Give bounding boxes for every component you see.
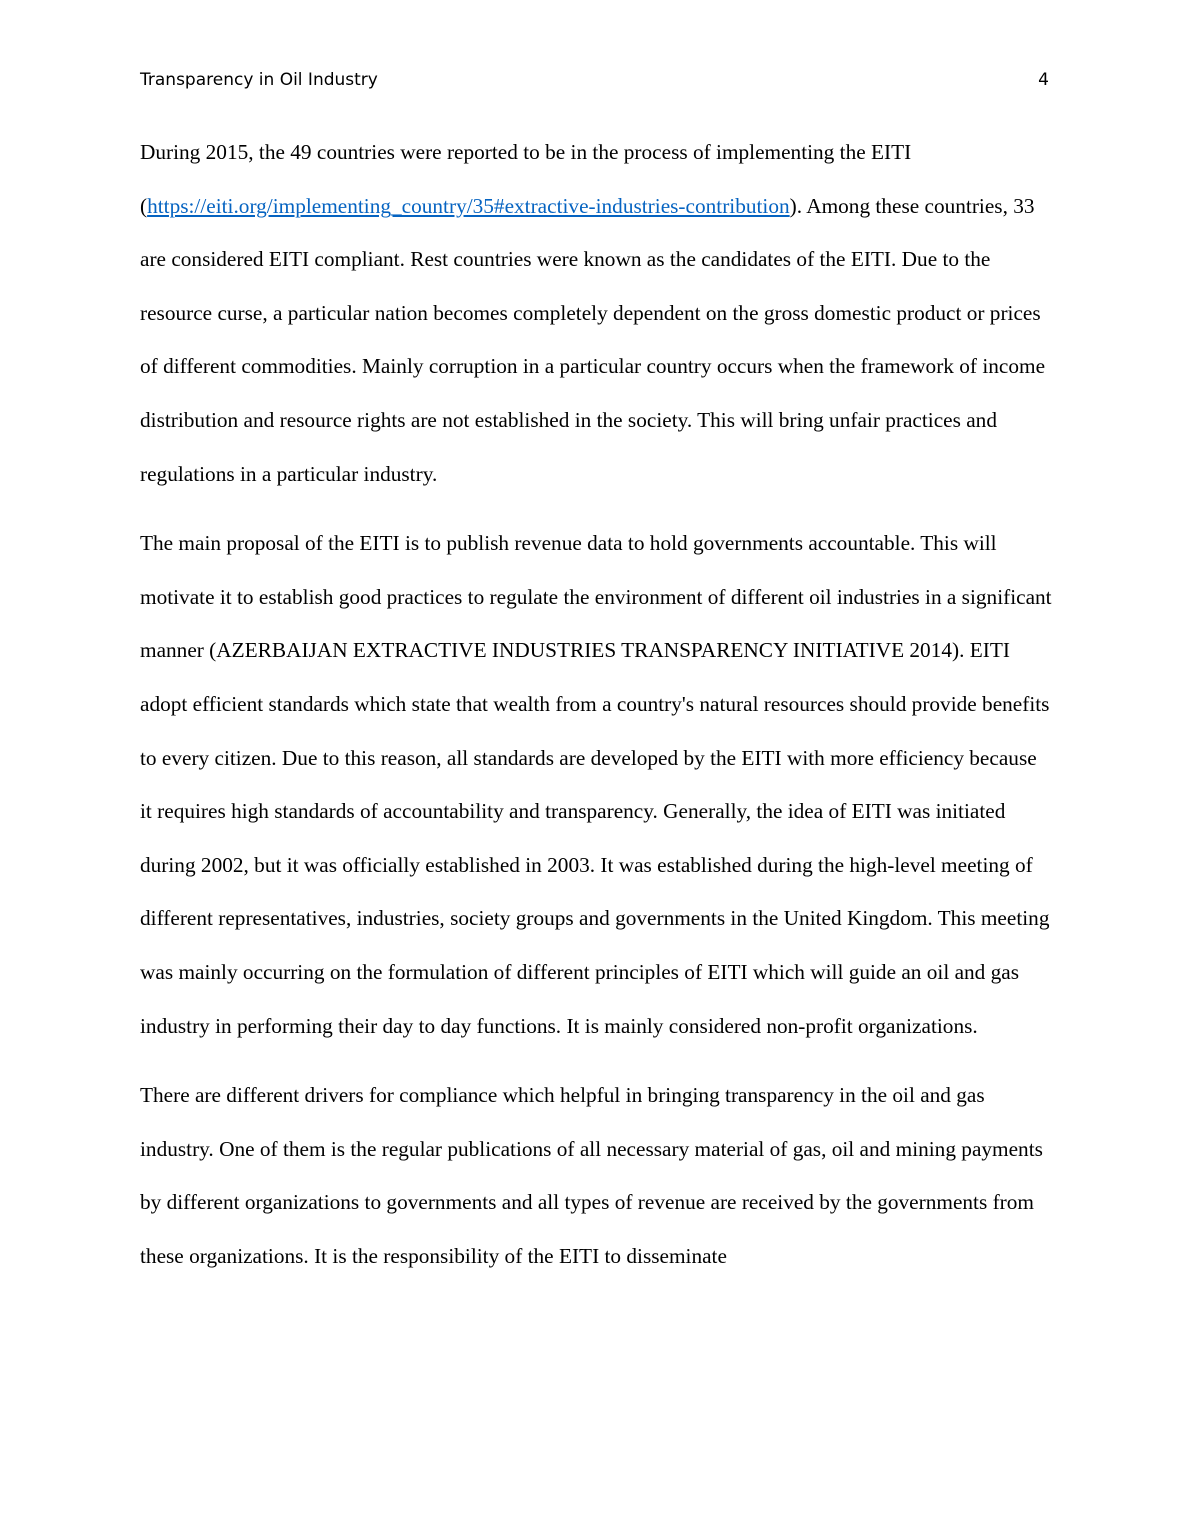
running-head-title: Transparency in Oil Industry [140,70,378,90]
document-body [140,126,1052,1299]
paragraph-3: There are different drivers for compliance which helpful in bringing transparency in the oil and gas industry. One of them is the regular publications of all necessary material of gas, oil and mining payments by different organizations to governments and all types of revenue are received by the governments from these organizations. It is the responsibility of the EITI to disseminate [140,1083,1043,1268]
paragraph-1 [140,126,1052,501]
paragraph-1-text-after-link: ). Among these countries, 33 are considered EITI compliant. Rest countries were known as the candidates of the EITI. Due to the resource curse, a particular nation becomes completely dependent on the gross domestic product or prices of different commodities. Mainly corruption in a particular country occurs when the framework of income distribution and resource rights are not established in the society. This will bring unfair practices and regulations in a particular industry. [140,193,1046,486]
paragraph-1-text-before-link: During 2015, the 49 countries were reported to be in the process of implementing the EITI ( [140,140,912,218]
page-number: 4 [1038,70,1049,90]
eiti-country-link[interactable]: https://eiti.org/implementing_country/35#extractive-industries-contribution [147,193,790,218]
page-header [140,70,1049,98]
paragraph-2: The main proposal of the EITI is to publish revenue data to hold governments accountable. This will motivate it to establish good practices to regulate the environment of different oil industries in a significant manner (AZERBAIJAN EXTRACTIVE INDUSTRIES TRANSPARENCY INITIATIVE 2014). EITI adopt efficient standards which state that wealth from a country's natural resources should provide benefits to every citizen. Due to this reason, all standards are developed by the EITI with more efficiency because it requires high standards of accountability and transparency. Generally, the idea of EITI was initiated during 2002, but it was officially established in 2003. It was established during the high-level meeting of different representatives, industries, society groups and governments in the United Kingdom. This meeting was mainly occurring on the formulation of different principles of EITI which will guide an oil and gas industry in performing their day to day functions. It is mainly considered non-profit organizations. [140,531,1052,1038]
